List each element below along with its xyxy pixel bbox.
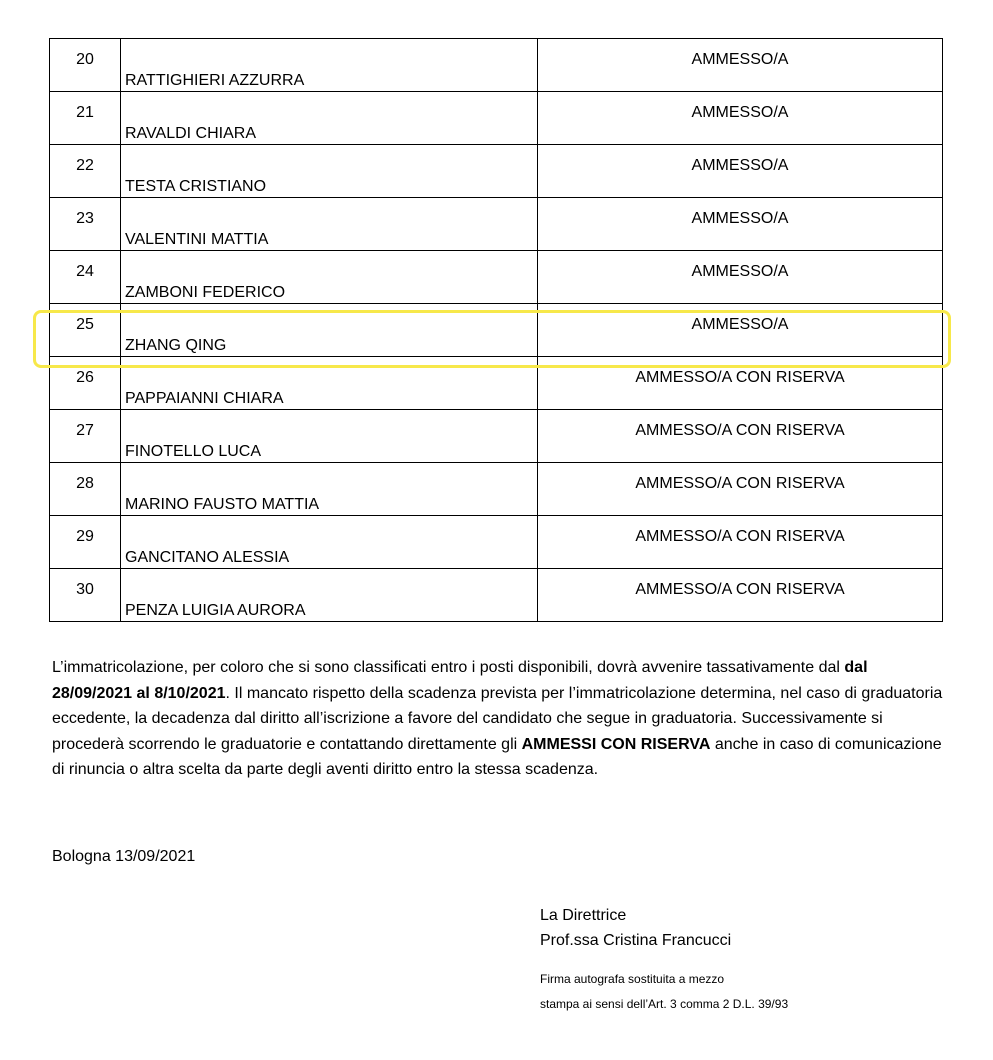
table-row bbox=[50, 357, 943, 410]
candidate-name: GANCITANO ALESSIA bbox=[121, 516, 538, 569]
admission-status: AMMESSO/A CON RISERVA bbox=[538, 569, 943, 622]
signatory-name: Prof.ssa Cristina Francucci bbox=[540, 932, 732, 949]
signature-note-2: stampa ai sensi dell’Art. 3 comma 2 D.L. 39/93 bbox=[540, 997, 789, 1011]
rank-number: 20 bbox=[50, 39, 121, 92]
table-row bbox=[50, 251, 943, 304]
candidate-name: TESTA CRISTIANO bbox=[121, 145, 538, 198]
admission-status: AMMESSO/A bbox=[538, 145, 943, 198]
notice-dates: dal 28/09/2021 al 8/10/2021 bbox=[52, 659, 868, 702]
place-date: Bologna 13/09/2021 bbox=[52, 848, 196, 865]
rank-number: 30 bbox=[50, 569, 121, 622]
rank-number: 26 bbox=[50, 357, 121, 410]
rank-number: 28 bbox=[50, 463, 121, 516]
candidate-name: ZHANG QING bbox=[121, 304, 538, 357]
candidate-name: PENZA LUIGIA AURORA bbox=[121, 569, 538, 622]
notice-text-3: anche in caso di comunicazione di rinuncia o altra scelta da parte degli aventi diritto entro la stessa scadenza. bbox=[52, 735, 942, 779]
table-row bbox=[50, 92, 943, 145]
table-row-highlighted bbox=[50, 304, 943, 357]
rank-number: 29 bbox=[50, 516, 121, 569]
table-row bbox=[50, 198, 943, 251]
rank-number: 21 bbox=[50, 92, 121, 145]
admission-status: AMMESSO/A CON RISERVA bbox=[538, 357, 943, 410]
candidate-name: RAVALDI CHIARA bbox=[121, 92, 538, 145]
rank-number: 25 bbox=[50, 304, 121, 357]
admission-status: AMMESSO/A bbox=[538, 39, 943, 92]
rank-number: 22 bbox=[50, 145, 121, 198]
table-row bbox=[50, 410, 943, 463]
table-row bbox=[50, 145, 943, 198]
candidate-name: PAPPAIANNI CHIARA bbox=[121, 357, 538, 410]
ranking-table bbox=[49, 38, 943, 622]
signatory-role: La Direttrice bbox=[540, 907, 627, 924]
enrollment-notice bbox=[52, 655, 952, 783]
admission-status: AMMESSO/A bbox=[538, 92, 943, 145]
candidate-name: MARINO FAUSTO MATTIA bbox=[121, 463, 538, 516]
signature-note-1: Firma autografa sostituita a mezzo bbox=[540, 972, 725, 986]
rank-number: 24 bbox=[50, 251, 121, 304]
ranking-table-body bbox=[50, 39, 943, 622]
rank-number: 23 bbox=[50, 198, 121, 251]
table-row bbox=[50, 569, 943, 622]
table-row bbox=[50, 39, 943, 92]
candidate-name: FINOTELLO LUCA bbox=[121, 410, 538, 463]
table-row bbox=[50, 516, 943, 569]
rank-number: 27 bbox=[50, 410, 121, 463]
candidate-name: VALENTINI MATTIA bbox=[121, 198, 538, 251]
admission-status: AMMESSO/A CON RISERVA bbox=[538, 516, 943, 569]
candidate-name: RATTIGHIERI AZZURRA bbox=[121, 39, 538, 92]
notice-text-1: L’immatricolazione, per coloro che si sono classificati entro i posti disponibili, dovrà avvenire tassativamente dal bbox=[52, 659, 845, 676]
admission-status: AMMESSO/A bbox=[538, 304, 943, 357]
signature-block bbox=[540, 903, 788, 1017]
candidate-name: ZAMBONI FEDERICO bbox=[121, 251, 538, 304]
admission-status: AMMESSO/A CON RISERVA bbox=[538, 410, 943, 463]
admission-status: AMMESSO/A bbox=[538, 198, 943, 251]
table-row bbox=[50, 463, 943, 516]
notice-text-2: . Il mancato rispetto della scadenza prevista per l’immatricolazione determina, nel caso di graduatoria eccedente, la decadenza dal diritto all’iscrizione a favore del candidato che segue in graduatoria. Successivamente si procederà scorrendo le graduatorie e contattando direttamente gli bbox=[52, 684, 943, 753]
notice-reserve: AMMESSI CON RISERVA bbox=[521, 735, 711, 753]
admission-status: AMMESSO/A bbox=[538, 251, 943, 304]
admission-status: AMMESSO/A CON RISERVA bbox=[538, 463, 943, 516]
